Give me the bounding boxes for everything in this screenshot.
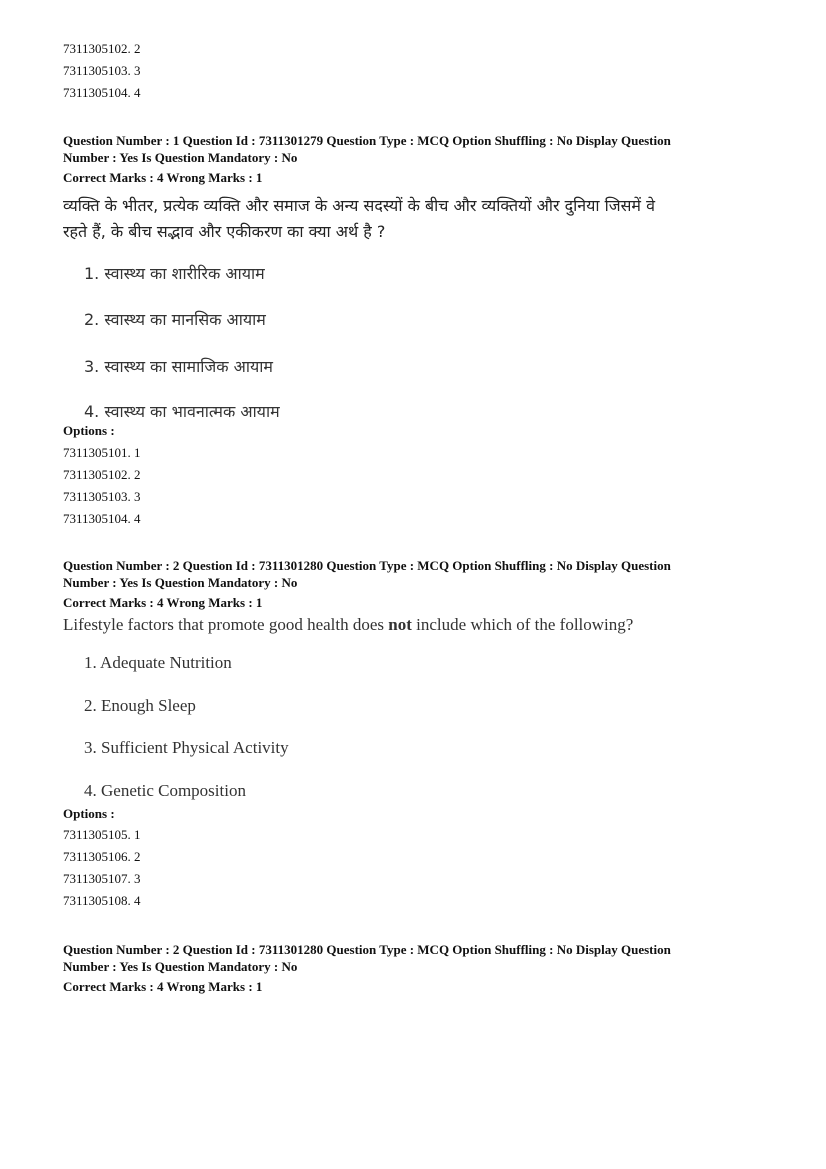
question-marks: Correct Marks : 4 Wrong Marks : 1 (63, 595, 263, 610)
choice-item: 2. स्वास्थ्य का मानसिक आयाम (84, 310, 266, 329)
option-id-line: 7311305101. 1 (63, 445, 141, 460)
question-text-part: include which of the following? (411, 615, 634, 634)
question-text-line: रहते हैं, के बीच सद्भाव और एकीकरण का क्या अर्थ है ? (63, 222, 386, 241)
question-meta-line: Question Number : 2 Question Id : 7311301280 Question Type : MCQ Option Shuffling : No Display Question (63, 942, 671, 957)
question-meta-line: Question Number : 1 Question Id : 7311301279 Question Type : MCQ Option Shuffling : No Display Question (63, 133, 671, 148)
choice-item: 1. स्वास्थ्य का शारीरिक आयाम (84, 264, 265, 283)
choice-item: 2. Enough Sleep (84, 696, 196, 715)
choice-item: 3. स्वास्थ्य का सामाजिक आयाम (84, 357, 273, 376)
option-id-line: 7311305105. 1 (63, 827, 141, 842)
question-3-meta (63, 941, 783, 995)
question-2-meta (63, 557, 783, 611)
choice-item: 3. Sufficient Physical Activity (84, 738, 289, 757)
question-2-text (63, 614, 783, 636)
option-id-line: 7311305107. 3 (63, 871, 141, 886)
question-1-meta (63, 132, 783, 186)
option-id-line: 7311305102. 2 (63, 467, 141, 482)
choice-item: 4. स्वास्थ्य का भावनात्मक आयाम (84, 402, 280, 421)
option-id-line: 7311305104. 4 (63, 511, 141, 526)
options-label: Options : (63, 423, 115, 438)
option-id-line: 7311305106. 2 (63, 849, 141, 864)
question-1-text (63, 193, 783, 245)
question-meta-line: Number : Yes Is Question Mandatory : No (63, 150, 298, 165)
question-marks: Correct Marks : 4 Wrong Marks : 1 (63, 979, 263, 994)
options-label: Options : (63, 806, 115, 821)
option-id-line: 7311305103. 3 (63, 63, 141, 78)
choice-item: 1. Adequate Nutrition (84, 653, 232, 672)
question-meta-line: Question Number : 2 Question Id : 7311301280 Question Type : MCQ Option Shuffling : No Display Question (63, 558, 671, 573)
choice-item: 4. Genetic Composition (84, 781, 246, 800)
question-marks: Correct Marks : 4 Wrong Marks : 1 (63, 170, 263, 185)
question-text-line: व्यक्ति के भीतर, प्रत्येक व्यक्ति और समाज के अन्य सदस्यों के बीच और व्यक्तियों और दुनिया जिसमें वे (63, 196, 655, 215)
question-meta-line: Number : Yes Is Question Mandatory : No (63, 959, 298, 974)
option-id-line: 7311305103. 3 (63, 489, 141, 504)
option-id-line: 7311305104. 4 (63, 85, 141, 100)
question-text-part: Lifestyle factors that promote good health does (63, 615, 389, 634)
question-text-emphasis: not (388, 615, 412, 634)
option-id-line: 7311305102. 2 (63, 41, 141, 56)
question-meta-line: Number : Yes Is Question Mandatory : No (63, 575, 298, 590)
option-id-line: 7311305108. 4 (63, 893, 141, 908)
